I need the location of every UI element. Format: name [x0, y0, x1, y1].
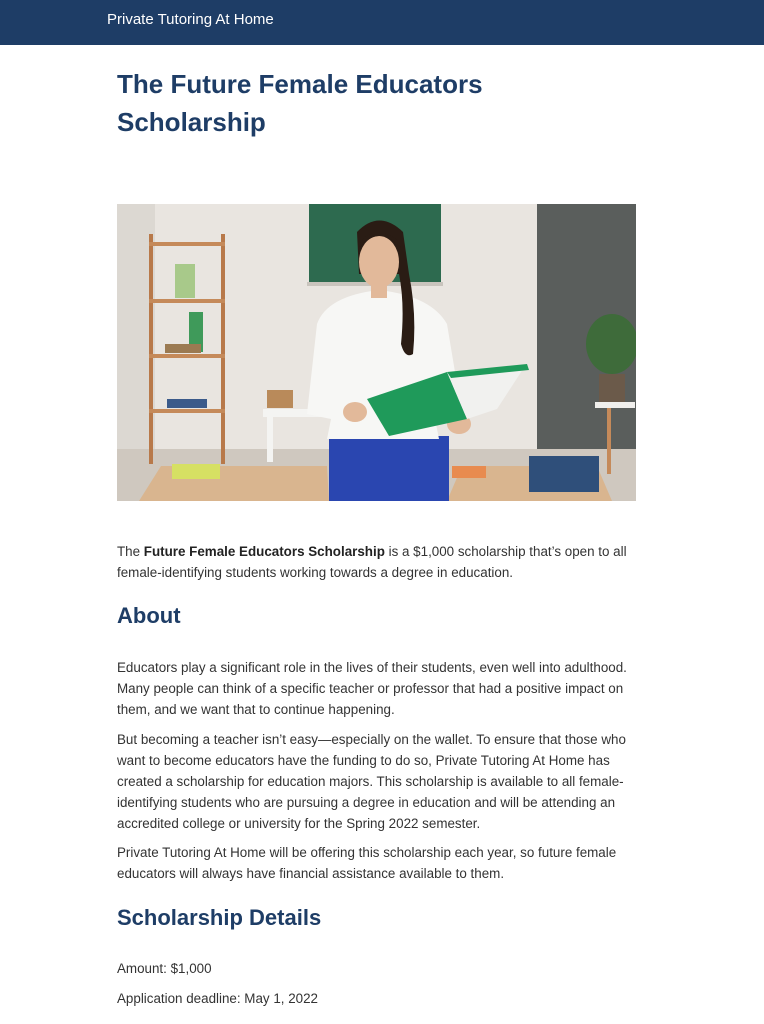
about-paragraph-3: Private Tutoring At Home will be offering this scholarship each year, so future female educators will always have financial assistance available to them.	[117, 845, 617, 881]
details-heading: Scholarship Details	[117, 905, 322, 930]
intro-paragraph	[117, 541, 637, 583]
detail-deadline: Application deadline: May 1, 2022	[117, 991, 318, 1006]
teacher-photo	[117, 204, 636, 501]
hero-image	[117, 204, 636, 501]
top-nav-bar	[0, 0, 764, 45]
main-content	[117, 45, 637, 1006]
site-brand-link[interactable]: Private Tutoring At Home	[107, 11, 274, 28]
about-paragraph-1: Educators play a significant role in the lives of their students, even well into adulthood. Many people can think of a specific teacher or professor that had a positive impact on them, and we want that to continue happening.	[117, 660, 627, 717]
about-paragraph-2: But becoming a teacher isn’t easy—especially on the wallet. To ensure that those who want to become educators have the funding to do so, Private Tutoring At Home has created a scholarship for education majors. This scholarship is available to all female-identifying students who are pursuing a degree in education and will be attending an accredited college or university for the Spring 2022 semester.	[117, 732, 626, 831]
intro-suffix: is a $1,000 scholarship that’s open to all female-identifying students working towards a degree in education.	[117, 544, 627, 580]
about-heading: About	[117, 603, 181, 628]
detail-amount: Amount: $1,000	[117, 961, 212, 976]
intro-scholarship-name: Future Female Educators Scholarship	[143, 544, 385, 559]
page-title: The Future Female Educators Scholarship	[117, 69, 483, 137]
intro-prefix: The	[117, 544, 144, 559]
